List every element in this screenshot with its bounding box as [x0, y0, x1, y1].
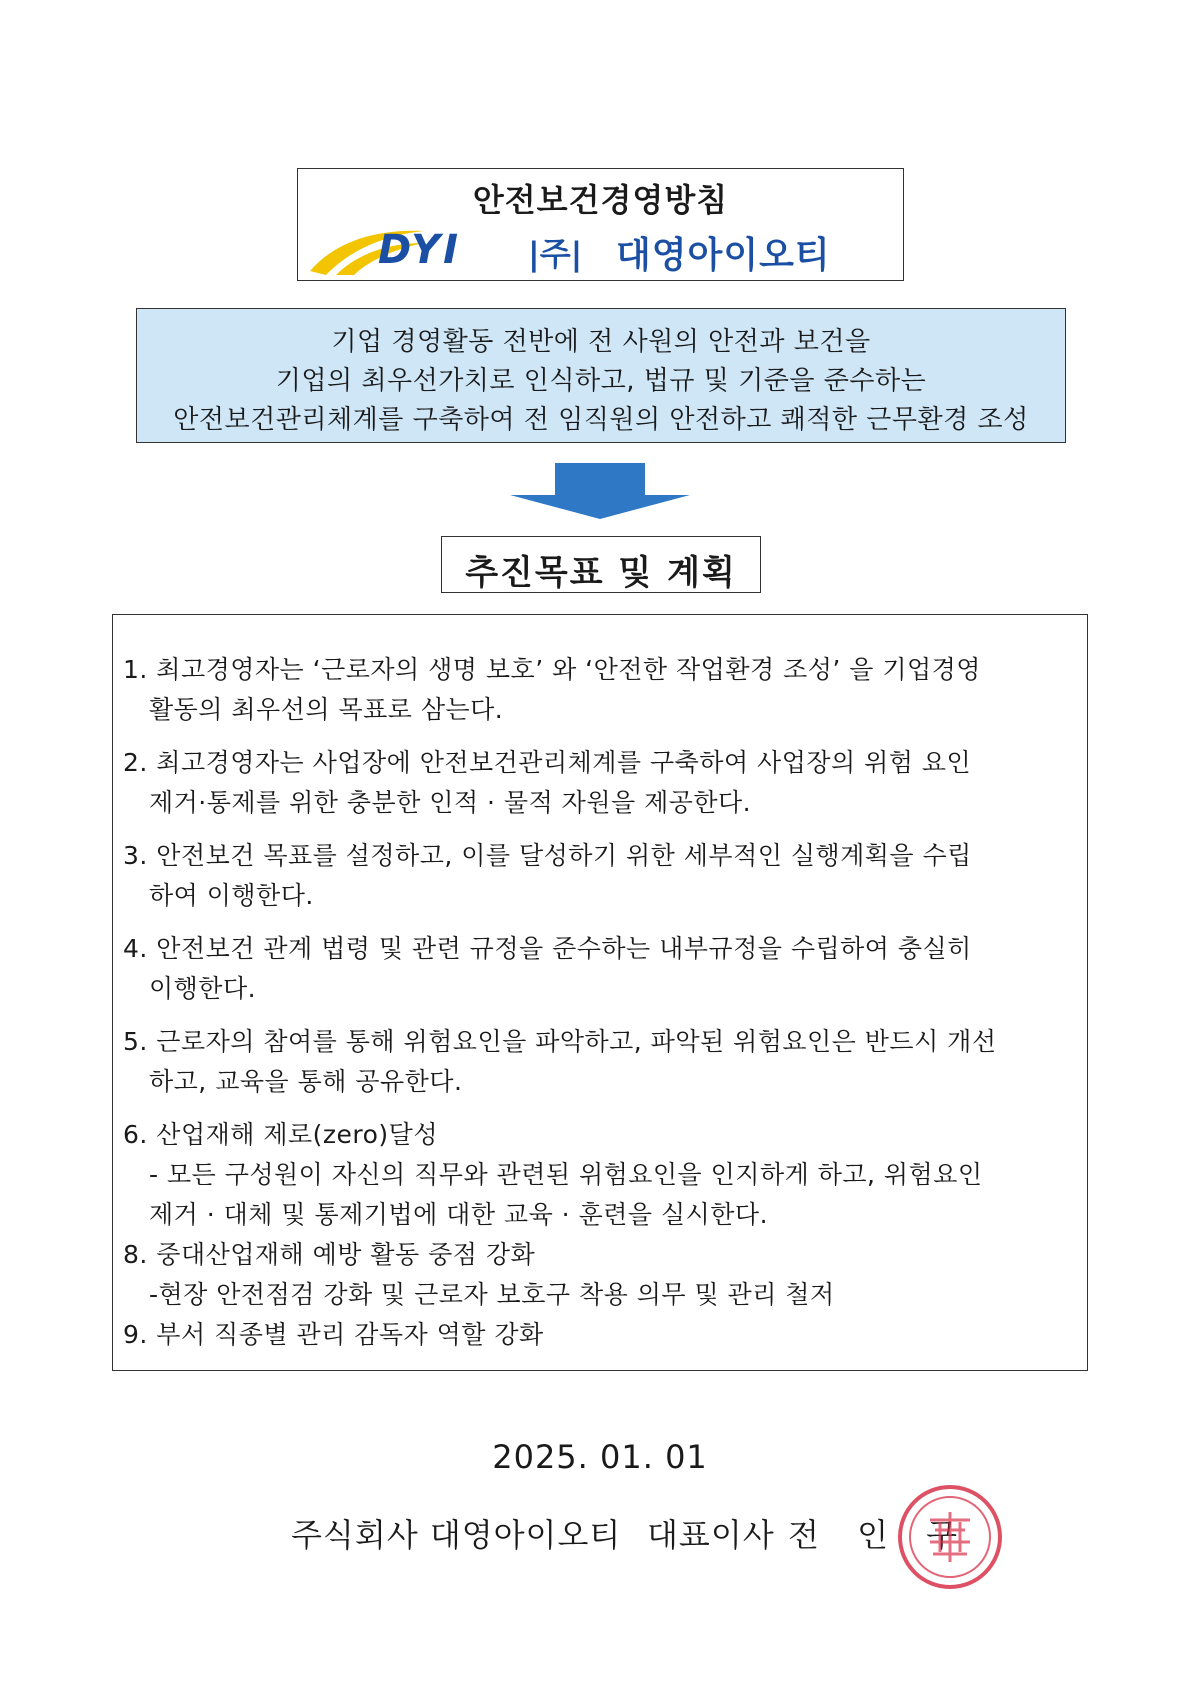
goal-item-5-line-1: 5. 근로자의 참여를 통해 위험요인을 파악하고, 파악된 위험요인은 반드시 개선	[123, 1027, 997, 1056]
goal-item-1-line-2: 활동의 최우선의 목표로 삼는다.	[149, 695, 504, 724]
goal-item-3-line-1: 3. 안전보건 목표를 설정하고, 이를 달성하기 위한 세부적인 실행계획을 수립	[123, 841, 972, 870]
goals-heading: 추진목표 및 계획	[465, 553, 737, 593]
company-seal-icon	[895, 1482, 1005, 1592]
document-title: 안전보건경영방침	[472, 181, 729, 219]
goal-item-4-line-2: 이행한다.	[149, 974, 257, 1003]
goal-item-2-line-1: 2. 최고경영자는 사업장에 안전보건관리체계를 구축하여 사업장의 위험 요인	[123, 748, 972, 777]
policy-line: 기업의 최우선가치로 인식하고, 법규 및 기준을 준수하는	[275, 366, 927, 396]
goal-item-6-line-3: 제거 · 대체 및 통제기법에 대한 교육 · 훈련을 실시한다.	[149, 1200, 769, 1229]
header-box	[297, 168, 904, 281]
company-name-logo: 대영아이오티	[616, 235, 831, 276]
signer-title: 대표이사	[647, 1516, 775, 1554]
goals-heading-box	[441, 536, 761, 593]
goal-item-6-line-1: 6. 산업재해 제로(zero)달성	[123, 1120, 438, 1149]
goals-list-box	[112, 614, 1088, 1371]
goal-item-8-line-1: 8. 중대산업재해 예방 활동 중점 강화	[123, 1240, 536, 1269]
company-type-mark: |주|	[528, 235, 583, 273]
document-date: 2025. 01. 01	[492, 1438, 708, 1476]
goal-item-8-line-2: -현장 안전점검 강화 및 근로자 보호구 착용 의무 및 관리 철저	[149, 1280, 835, 1309]
company-logo-text: DYI	[378, 227, 461, 273]
goal-item-9-line-1: 9. 부서 직종별 관리 감독자 역할 강화	[123, 1320, 544, 1349]
signer-name: 전 인 구	[788, 1516, 972, 1554]
goal-item-5-line-2: 하고, 교육을 통해 공유한다.	[149, 1067, 463, 1096]
arrow-down-icon	[510, 463, 690, 519]
goal-item-1-line-1: 1. 최고경영자는 ‘근로자의 생명 보호’ 와 ‘안전한 작업환경 조성’ 을 기업경영	[123, 655, 981, 684]
signer-company: 주식회사 대영아이오티	[291, 1516, 622, 1554]
policy-line: 기업 경영활동 전반에 전 사원의 안전과 보건을	[331, 327, 871, 357]
goal-item-2-line-2: 제거·통제를 위한 충분한 인적 · 물적 자원을 제공한다.	[149, 788, 752, 817]
goal-item-3-line-2: 하여 이행한다.	[149, 881, 314, 910]
goal-item-6-line-2: - 모든 구성원이 자신의 직무와 관련된 위험요인을 인지하게 하고, 위험요인	[149, 1160, 983, 1189]
policy-line: 안전보건관리체계를 구축하여 전 임직원의 안전하고 쾌적한 근무환경 조성	[173, 405, 1029, 435]
policy-statement-box	[136, 308, 1066, 443]
goal-item-4-line-1: 4. 안전보건 관계 법령 및 관련 규정을 준수하는 내부규정을 수립하여 충실히	[123, 934, 972, 963]
